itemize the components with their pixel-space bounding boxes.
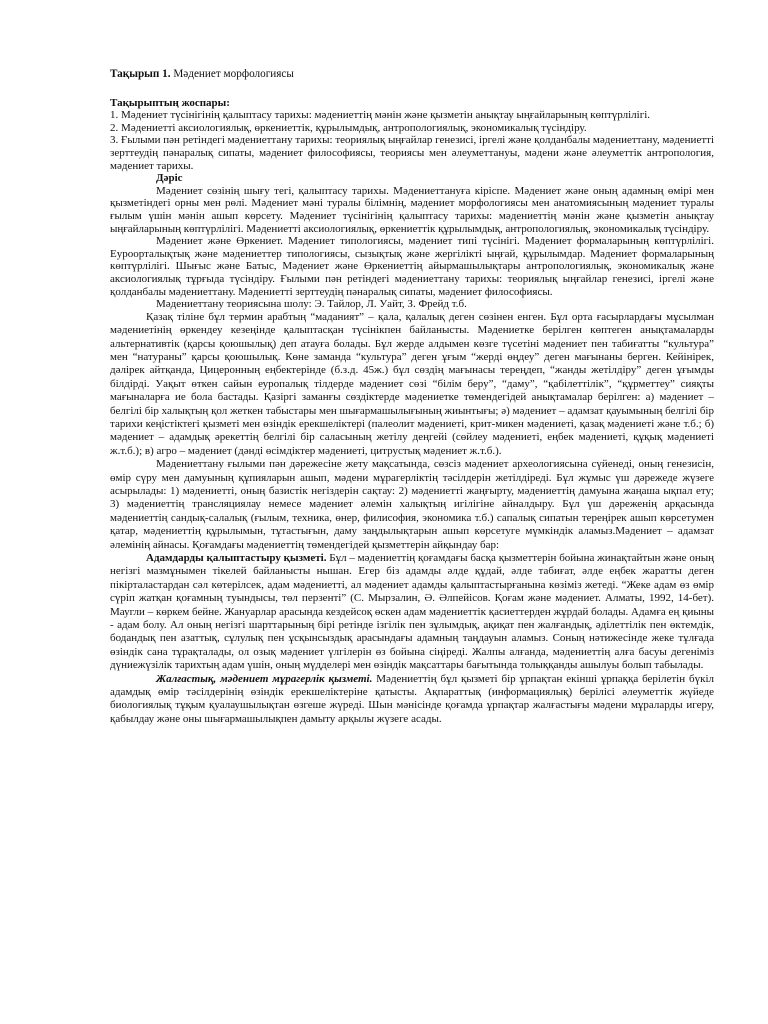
function-title-heritage: Жалғастық, мәдениет мұрагерлік қызметі. [156,672,373,685]
function-body-formation: Бұл – мәдениеттің қоғамдағы басқа қызметтерін бойына жинақтайтын және оның негізгі мазмұнымен тікелей байланысты нышан. Егер біз адамды әлде құдай, әлде табиғат, әлде еңбек жаратты деген пікірталастардан сәл көтерілсек, адам мәдениетті, ал мәдениет адамды қалыптастырғанына көзіміз жетеді. “Жеке адам өз өмір сүріп жатқан қоғамның туындысы, төл перзенті” (С. Мырзалин, Ә. Әлпейісов. Қоғам және мәдениет. Алматы, 1992, 14-бет). Маугли – көркем бейне. Жануарлар арасында кездейсоқ өскен адам мәдениеттік қасиеттерден жұрдай болады. Адамға ең қиыны - адам болу. Ал оның негізгі шарттарының бірі ретінде ізгілік пен зұлымдық, ақиқат пен жалғандық, әділеттілік пен өктемдік, бодандық пен азаттық, сұлулық пен ұсқынсыздық арасындағы адамның таңдауын аламыз. Соның нәтижесінде жеке тұлғада өзіндік сана тұрақталады, ол озық мәдениет үлгілерін өз бойына сіңіреді. Жалпы алғанда, мәдениеттің алға басуы дегеніміз дүниежүзілік тарихтың адам үшін, оның мүдделері мен өзіндік мақсаттары бағытында толыққанды ашылуы болып табылады. [110,552,715,672]
topic-label: Тақырып 1. [110,68,171,80]
plan-section [110,97,714,173]
function-title-formation: Адамдарды қалыптастыру қызметі. [146,552,327,564]
function-body-heritage: Мәдениеттің бұл қызметі бір ұрпақтан екінші ұрпаққа берілетін бүкіл адамдық өмір тәсілдерінің өзіндік ерекшеліктеріне қатысты. Ақпараттық (информациялық) берілісі әлеуметтік жүйеде биологиялық тұқым қуалаушылықтан өзгеше жүреді. Шын мәнісінде қоғамда ұрпақтар жалғастығы мәдени мұраларды игеру, қабылдау және оны шығармашылықпен дамыту арқылы жүзеге асады. [110,672,714,725]
plan-item-1: 1. Мәдениет түсінігінің қалыптасу тарихы: мәдениеттің мәнін және қызметін анықтау ыңғайларының көптүрлілігі. [110,109,651,122]
plan-item-3: 3. Ғылыми пән ретіндегі мәдениеттану тарихы: теориялық ыңғайлар генезисі, іргелі және қолданбалы мәдениеттану, мәдениетті зерттеудің пәнаралық сипаты, мәдениет философиясы, теориясы мен әлеуметтануы, мәдени және әлеуметтік антропология, мәдениет тарихы. [110,134,714,172]
topic-title: Мәдениет морфологиясы [173,68,294,80]
lecture-paragraph-1: Мәдениет сөзінің шығу тегі, қалыптасу тарихы. Мәдениеттануға кіріспе. Мәдениет және оның адамның өмірі мен қызметіндегі орны мен рөлі. Мәдениет мәні туралы білімнің, мәдениет морфологиясы мен анатомиясының мәдениет туралы ғылым үшін мәнін ашып көрсету. Мәдениет түсінігінің қалыптасу тарихы: мәдениеттің мәнін және қызметін анықтау ыңғайларының көптүрлілігі. Мәдениетті аксиологиялық, өркениеттік құрылымдық, антропологиялық, экономикалық түсіндіру. [110,184,714,235]
lecture-paragraph-3: Мәдениеттану теориясына шолу: Э. Тайлор, Л. Уайт, З. Фрейд т.б. [156,298,467,311]
lecture-paragraph-7 [110,673,714,727]
lecture-paragraph-4: Қазақ тіліне бұл термин арабтың “маданият” – қала, қалалық деген сөзінен енген. Бұл орта ғасырлардағы мұсылман мәдениетінің өркендеу кезеңінде қалыптасқан түсінікпен байланысты. Мәдениетке берілген көптеген анықтамаларды альтернативтік (қарсы қоюшылық) деп атауға болады. Бұл жерде алдымен көзге түсетіні мәдениет пен табиғатты “культура” мен “натураны” қарсы қоюшылық. Көне заманда “культура” деген ұғым “жерді өңдеу” деген мағынаны берген. Кейінірек, дәлірек айтқанда, Цицеронның еңбектерінде (б.з.д. 45ж.) бұл сөздің мағынасы тереңдеп, “жанды жетілдіру” деген ұғымды білдірді. Уақыт өткен сайын еуропалық тілдерде мәдениет сөзі “білім беру”, “даму”, “қабілеттілік”, “құрметтеу” сияқты мағыналарға ие бола бастады. Қазіргі заманғы сөздіктерде мәдениетке төмендегідей анықтамалар берілген: а) мәдениет – белгілі бір халықтың қол жеткен табыстары мен шығармашылығының жиынтығы; ә) мәдениет – адамзат қауымының белгілі бір тарихи кеңістіктегі қызметі мен өзіндік ерекшеліктері (палеолит мәдениеті, крит-микен мәдениеті, қазақ мәдениеті және т.б.; б) мәдениет – адамдық әрекеттің белгілі бір саласының жетілу деңгейі (сөйлеу мәдениеті, еңбек мәдениеті, құқық мәдениеті ж.т.б.); в) агро – мәдениет (дәнді өсімдіктер мәдениеті, цитрустық мәдениет ж.т.б.). [110,310,714,457]
document-body [110,68,714,726]
lecture-paragraph-5: Мәдениеттану ғылыми пән дәрежесіне жету мақсатында, сөзсіз мәдениет археологиясына сүйенеді, оның генезисін, өмір сүру мен дамуының құпияларын ашып, мәдени мұрагерліктің тәсілдерін жетілдіреді. Бұл жұмыс үш дәрежеде жүзеге асырылады: 1) мәдениетті, оның базистік негіздерін сақтау: 2) мәдениетті жаңғырту, мәдениеттің дамуына жаңаша ықпал ету; 3) мәдениеттің трансляциялау немесе мәдениет әлемін халықтың игілігіне айналдыру. Бұл үш дәреженің арқасында мәдениеттің сандық-салалық (ғылым, техника, өнер, филисофия, экономика т.б.) сапалық сипатын тереңірек ашып көрсетумен қатар, мәдениеттің құрылымын, тұтастығын, даму заңдылықтарын ашып көрсетуге мүмкіндік аламыз.Мәдениет – адамзат әлемінің айнасы. Қоғамдағы мәдениеттің төмендегідей қызметтерін айқындау бар: [110,458,714,551]
lecture-paragraph-6 [110,552,714,673]
lecture-heading: Дәріс [156,172,183,185]
topic-title-line [110,68,714,81]
lecture-section [110,172,714,726]
lecture-paragraph-2: Мәдениет және Өркениет. Мәдениет типологиясы, мәдениет типі түсінігі. Мәдениет формаларының көптүрлілігі. Еуроорталықтық және мәдениеттер типологиясы, сызықтық және жергілікті ыңғай, құрылымдар. Мәдениет формаларының көптүрлілігі. Шығыс және Батыс, Мәдениет және Өркениеттің айырмашылықтары антропологиялық, экономикалық және аксиологиялық тұрғыда түсіндіру. Ғылыми пән ретіндегі мәдениеттану тарихы: теориялық ыңғайлар генезисі, іргелі және қолданбалы мәдениеттану. Мәдениетті зерттеудің пәнаралық сипаты, мәдениет философиясы. [110,235,714,298]
plan-item-2: 2. Мәдениетті аксиологиялық, өркениеттік, құрылымдық, антропологиялық, экономикалық түсіндіру. [110,121,587,134]
plan-heading: Тақырыптың жоспары: [110,96,230,109]
